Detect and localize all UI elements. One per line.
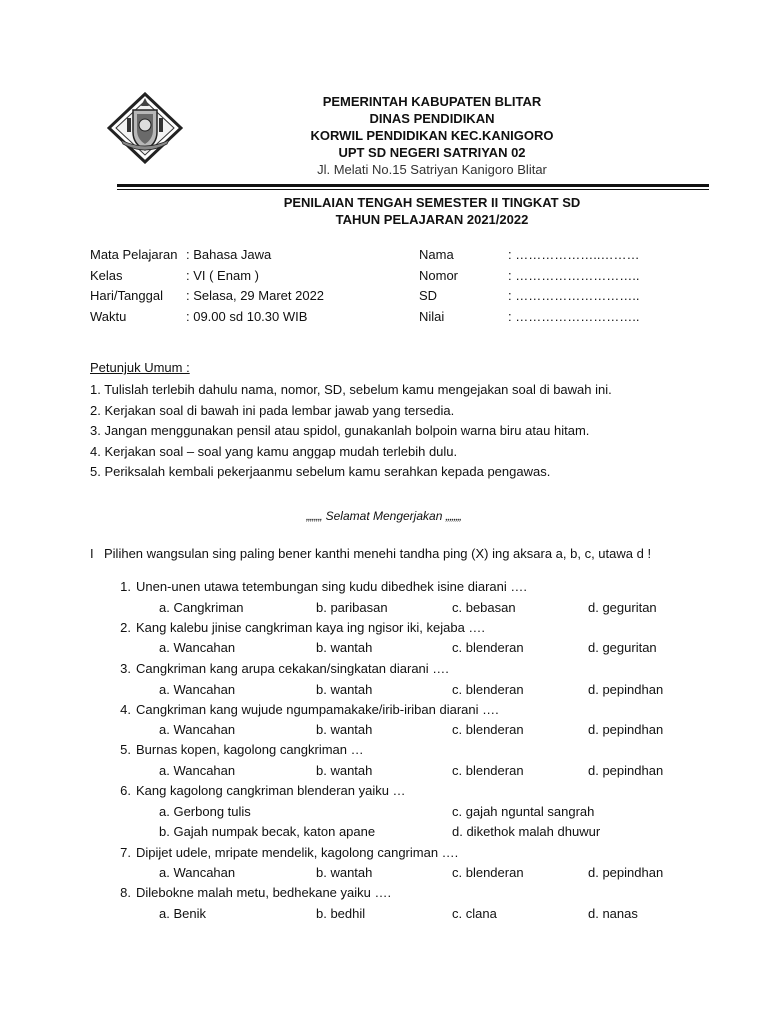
number-blank: : ……………………….. (508, 268, 640, 283)
exam-year: TAHUN PELAJARAN 2021/2022 (335, 212, 529, 227)
question-number: 8. (120, 885, 131, 900)
answer-option[interactable]: d. geguritan (588, 640, 657, 655)
identity-label: Hari/Tanggal (90, 288, 163, 303)
answer-option[interactable]: a. Gerbong tulis (159, 804, 251, 819)
score-blank: : ……………………….. (508, 309, 640, 324)
identity-label: Kelas (90, 268, 123, 283)
question-text: Unen-unen utawa tetembungan sing kudu dibedhek isine diarani …. (136, 579, 527, 594)
identity-value: : 09.00 sd 10.30 WIB (186, 309, 308, 324)
answer-option[interactable]: c. bebasan (452, 600, 516, 615)
greeting: „„„„ Selamat Mengerjakan „„„„ (306, 509, 462, 523)
header-school: UPT SD NEGERI SATRIYAN 02 (338, 145, 526, 160)
answer-option[interactable]: b. wantah (316, 763, 373, 778)
section-number: I (90, 546, 94, 561)
instruction-item: 2. Kerjakan soal di bawah ini pada lembar jawab yang tersedia. (90, 403, 455, 418)
header-address: Jl. Melati No.15 Satriyan Kanigoro Blitar (317, 162, 547, 177)
answer-option[interactable]: c. blenderan (452, 763, 524, 778)
answer-option[interactable]: d. pepindhan (588, 763, 664, 778)
question-text: Dilebokne malah metu, bedhekane yaiku …. (136, 885, 392, 900)
header-department: DINAS PENDIDIKAN (369, 111, 495, 126)
instruction-item: 4. Kerjakan soal – soal yang kamu anggap mudah terlebih dulu. (90, 444, 458, 459)
answer-option[interactable]: d. pepindhan (588, 682, 664, 697)
answer-option[interactable]: d. geguritan (588, 600, 657, 615)
answer-option[interactable]: d. dikethok malah dhuwur (452, 824, 601, 839)
answer-option[interactable]: c. blenderan (452, 682, 524, 697)
answer-option[interactable]: c. blenderan (452, 865, 524, 880)
question-text: Dipijet udele, mripate mendelik, kagolong cangriman …. (136, 845, 459, 860)
header-korwil: KORWIL PENDIDIKAN KEC.KANIGORO (310, 128, 554, 143)
answer-option[interactable]: b. wantah (316, 682, 373, 697)
answer-option[interactable]: a. Benik (159, 906, 206, 921)
answer-option[interactable]: a. Cangkriman (159, 600, 244, 615)
answer-option[interactable]: d. nanas (588, 906, 638, 921)
answer-option[interactable]: b. wantah (316, 722, 373, 737)
blitar-emblem-icon (107, 92, 183, 164)
answer-option[interactable]: b. Gajah numpak becak, katon apane (159, 824, 376, 839)
instructions-heading: Petunjuk Umum : (90, 360, 190, 375)
answer-option[interactable]: b. wantah (316, 640, 373, 655)
answer-option[interactable]: a. Wancahan (159, 640, 236, 655)
header-divider-thin (117, 189, 709, 190)
identity-value: : Selasa, 29 Maret 2022 (186, 288, 325, 303)
identity-label: Mata Pelajaran (90, 247, 178, 262)
school-blank: : ……………………….. (508, 288, 640, 303)
answer-option[interactable]: a. Wancahan (159, 682, 236, 697)
identity-label: Waktu (90, 309, 127, 324)
answer-option[interactable]: b. wantah (316, 865, 373, 880)
question-text: Cangkriman kang wujude ngumpamakake/irib-iriban diarani …. (136, 702, 499, 717)
identity-label: Nilai (419, 309, 445, 324)
answer-option[interactable]: a. Wancahan (159, 865, 236, 880)
instruction-item: 1. Tulislah terlebih dahulu nama, nomor, SD, sebelum kamu mengejakan soal di bawah ini. (90, 382, 612, 397)
identity-label: SD (419, 288, 438, 303)
header-divider-thick (117, 184, 709, 187)
answer-option[interactable]: c. blenderan (452, 722, 524, 737)
question-text: Kang kalebu jinise cangkriman kaya ing ngisor iki, kejaba …. (136, 620, 486, 635)
answer-option[interactable]: b. bedhil (316, 906, 366, 921)
exam-title: PENILAIAN TENGAH SEMESTER II TINGKAT SD (283, 195, 581, 210)
question-number: 1. (120, 579, 131, 594)
answer-option[interactable]: a. Wancahan (159, 763, 236, 778)
question-number: 6. (120, 783, 131, 798)
question-number: 4. (120, 702, 131, 717)
question-number: 5. (120, 742, 131, 757)
instruction-item: 5. Periksalah kembali pekerjaanmu sebelum kamu serahkan kepada pengawas. (90, 464, 551, 479)
question-number: 2. (120, 620, 131, 635)
answer-option[interactable]: d. pepindhan (588, 722, 664, 737)
instruction-item: 3. Jangan menggunakan pensil atau spidol, gunakanlah bolpoin warna biru atau hitam. (90, 423, 590, 438)
question-number: 7. (120, 845, 131, 860)
answer-option[interactable]: b. paribasan (316, 600, 388, 615)
section-instruction: Pilihen wangsulan sing paling bener kanthi menehi tandha ping (X) ing aksara a, b, c, utawa d ! (104, 546, 652, 561)
answer-option[interactable]: c. gajah nguntal sangrah (452, 804, 595, 819)
identity-value: : VI ( Enam ) (186, 268, 259, 283)
question-text: Cangkriman kang arupa cekakan/singkatan diarani …. (136, 661, 449, 676)
identity-label: Nama (419, 247, 454, 262)
question-text: Burnas kopen, kagolong cangkriman … (136, 742, 364, 757)
identity-label: Nomor (419, 268, 459, 283)
header-government: PEMERINTAH KABUPATEN BLITAR (322, 94, 542, 109)
answer-option[interactable]: c. blenderan (452, 640, 524, 655)
name-blank: : ………………..……… (508, 247, 640, 262)
answer-option[interactable]: a. Wancahan (159, 722, 236, 737)
answer-option[interactable]: c. clana (452, 906, 497, 921)
identity-value: : Bahasa Jawa (186, 247, 272, 262)
answer-option[interactable]: d. pepindhan (588, 865, 664, 880)
question-number: 3. (120, 661, 131, 676)
question-text: Kang kagolong cangkriman blenderan yaiku … (136, 783, 406, 798)
